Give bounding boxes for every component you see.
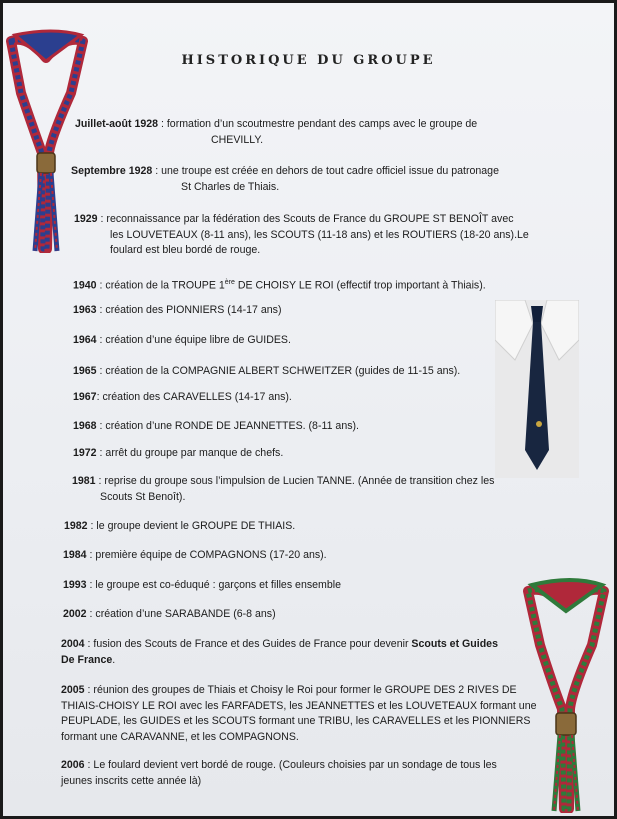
entry-2006: 2006 : Le foulard devient vert bordé de rouge. (Couleurs choisies par un sondage de tous les jeunes inscrits cette année là) [61,759,497,787]
entry-1963: 1963 : création des PIONNIERS (14-17 ans) [73,304,282,316]
entry-1940: 1940 : création de la TROUPE 1ère DE CHOISY LE ROI (effectif trop important à Thiais). [73,279,486,292]
entry-1964: 1964 : création d’une équipe libre de GUIDES. [73,334,291,346]
entry-1967: 1967: création des CARAVELLES (14-17 ans). [73,391,292,403]
entry-1981: 1981 : reprise du groupe sous l’impulsion de Lucien TANNE. (Année de transition chez les Scouts St Benoît). [72,475,495,503]
page-title: HISTORIQUE DU GROUPE [181,53,436,68]
tie-photo [495,300,579,478]
entry-1928-summer: Juillet-août 1928 : formation d’un scoutmestre pendant des camps avec le groupe de CHEVILLY. [75,118,478,146]
entry-1982: 1982 : le groupe devient le GROUPE DE THIAIS. [64,520,296,532]
entry-2004: 2004 : fusion des Scouts de France et des Guides de France pour devenir Scouts et Guides De France. [61,638,498,666]
entry-1929: 1929 : reconnaissance par la fédération des Scouts de France du GROUPE ST BENOÎT avec les LOUVETEAUX (8-11 ans), les SCOUTS (11-18 ans) et les ROUTIERS (18-20 ans).Le foulard est bleu bordé de rouge. [74,213,529,256]
document-page [3,3,614,816]
entry-1965: 1965 : création de la COMPAGNIE ALBERT SCHWEITZER (guides de 11-15 ans). [73,365,461,377]
entry-1984: 1984 : première équipe de COMPAGNONS (17-20 ans). [63,549,327,561]
entry-2002: 2002 : création d’une SARABANDE (6-8 ans) [63,608,276,620]
entry-1993: 1993 : le groupe est co-éduqué : garçons et filles ensemble [63,579,341,591]
entry-1972: 1972 : arrêt du groupe par manque de chefs. [73,447,284,459]
entry-2005: 2005 : réunion des groupes de Thiais et Choisy le Roi pour former le GROUPE DES 2 RIVES DE THIAIS-CHOISY LE ROI avec les FARFADETS, les JEANNETTES et les LOUVETEAUX formant une PEUPLADE, les GUIDES et les SCOUTS formant une TRIBU, les CARAVELLES et les PIONNIERS formant une CARAVANNE, et les COMPAGNONS. [61,684,537,743]
entry-1968: 1968 : création d’une RONDE DE JEANNETTES. (8-11 ans). [73,420,359,432]
entry-1928-september: Septembre 1928 : une troupe est créée en dehors de tout cadre officiel issue du patronage St Charles de Thiais. [71,165,499,193]
